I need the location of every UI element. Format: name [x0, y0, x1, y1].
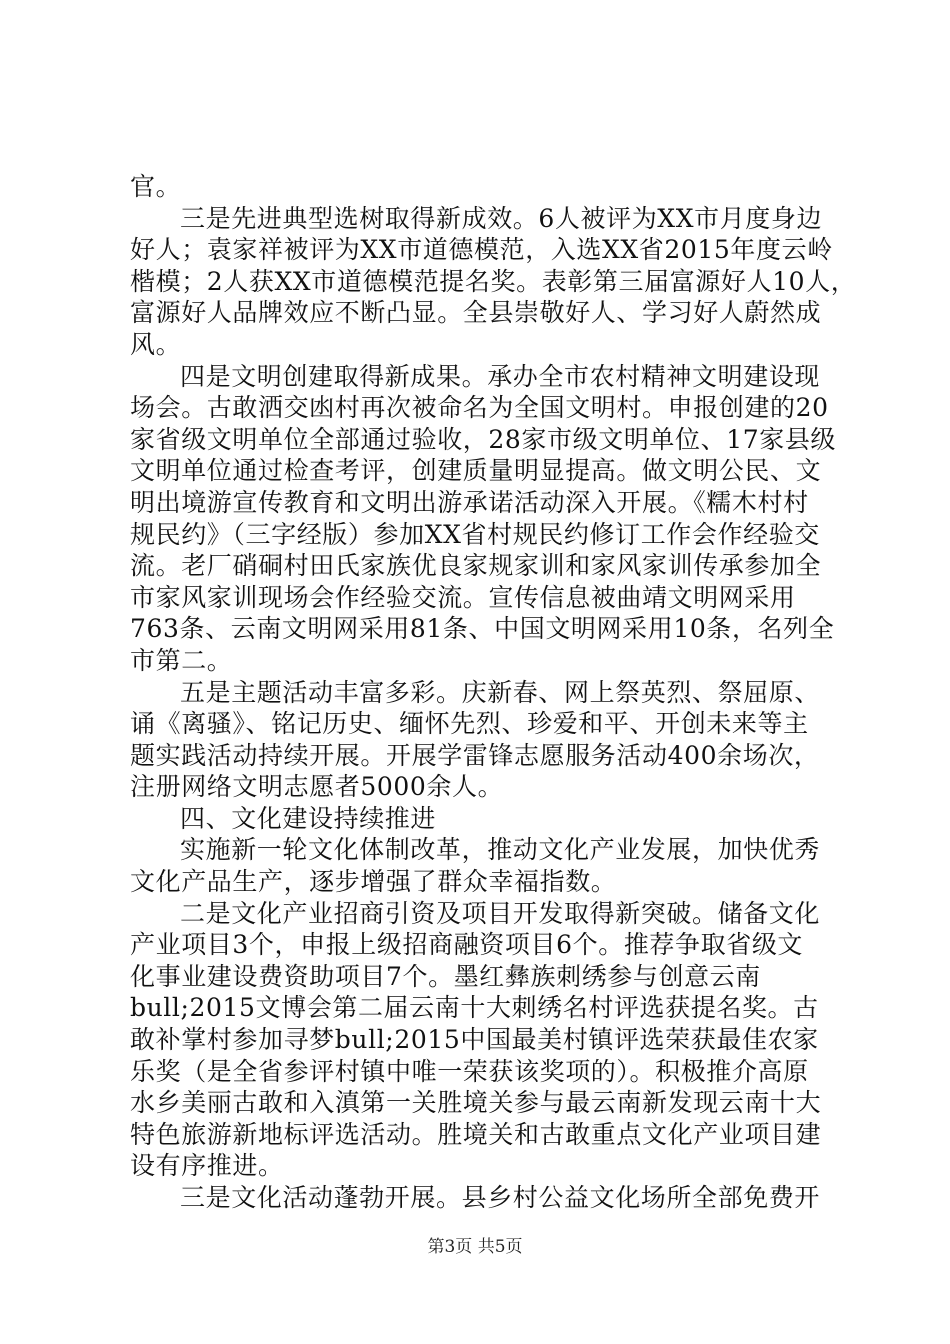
text-line: 763条、云南文明网采用81条、中国文明网采用10条，名列全 — [130, 614, 835, 644]
paragraph-start-line: 四是文明创建取得新成果。承办全市农村精神文明建设现 — [180, 361, 821, 391]
paragraph-start-line: 三是先进典型选树取得新成效。6人被评为XX市月度身边 — [180, 203, 823, 233]
text-line: 市第二。 — [130, 645, 233, 675]
text-line: 注册网络文明志愿者5000余人。 — [130, 772, 504, 802]
text-line: 产业项目3个，申报上级招商融资项目6个。推荐争取省级文 — [130, 930, 804, 960]
text-line: 好人；袁家祥被评为XX市道德模范，入选XX省2015年度云岭 — [130, 235, 833, 265]
text-line: 文化产品生产，逐步增强了群众幸福指数。 — [130, 867, 617, 897]
page-number-label: 第3页 共5页 — [427, 1237, 523, 1257]
text-line: 特色旅游新地标评选活动。胜境关和古敢重点文化产业项目建 — [130, 1119, 822, 1149]
text-line: 家省级文明单位全部通过验收，28家市级文明单位、17家县级 — [130, 424, 837, 454]
text-line: 水乡美丽古敢和入滇第一关胜境关参与最云南新发现云南十大 — [130, 1088, 822, 1118]
text-line: 诵《离骚》、铭记历史、缅怀先烈、珍爱和平、开创未来等主 — [130, 709, 809, 739]
text-line: 规民约》（三字经版）参加XX省村规民约修订工作会作经验交 — [130, 519, 820, 549]
text-line: 风。 — [130, 329, 182, 359]
text-line: 设有序推进。 — [130, 1151, 284, 1181]
paragraph-start-line: 实施新一轮文化体制改革，推动文化产业发展，加快优秀 — [180, 835, 821, 865]
text-line: bull;2015文博会第二届云南十大刺绣名村评选获提名奖。古 — [130, 993, 819, 1023]
text-line: 化事业建设费资助项目7个。墨红彝族刺绣参与创意云南 — [130, 961, 761, 991]
section-heading: 四、文化建设持续推进 — [180, 803, 437, 833]
text-line: 市家风家训现场会作经验交流。宣传信息被曲靖文明网采用 — [130, 582, 796, 612]
text-line: 题实践活动持续开展。开展学雷锋志愿服务活动400余场次， — [130, 740, 820, 770]
text-line: 流。老厂硝硐村田氏家族优良家规家训和家风家训传承参加全 — [130, 551, 822, 581]
paragraph-start-line: 五是主题活动丰富多彩。庆新春、网上祭英烈、祭屈原、 — [180, 677, 821, 707]
text-line: 乐奖（是全省参评村镇中唯一荣获该奖项的）。积极推介高原 — [130, 1056, 809, 1086]
document-body — [130, 171, 857, 1214]
text-line: 官。 — [130, 172, 182, 201]
text-line: 文明单位通过检查考评，创建质量明显提高。做文明公民、文 — [130, 456, 822, 486]
paragraph-start-line: 三是文化活动蓬勃开展。县乡村公益文化场所全部免费开 — [180, 1183, 821, 1212]
text-line: 敢补掌村参加寻梦bull;2015中国最美村镇评选荣获最佳农家 — [130, 1025, 819, 1055]
page-footer — [0, 1236, 950, 1258]
paragraph-start-line: 二是文化产业招商引资及项目开发取得新突破。储备文化 — [180, 898, 821, 928]
text-line: 场会。古敢洒交凼村再次被命名为全国文明村。申报创建的20 — [130, 393, 829, 423]
text-line: 富源好人品牌效应不断凸显。全县崇敬好人、学习好人蔚然成 — [130, 298, 822, 328]
text-line: 明出境游宣传教育和文明出游承诺活动深入开展。《糯木村村 — [130, 487, 809, 517]
text-line: 楷模；2人获XX市道德模范提名奖。表彰第三届富源好人10人， — [130, 266, 857, 296]
